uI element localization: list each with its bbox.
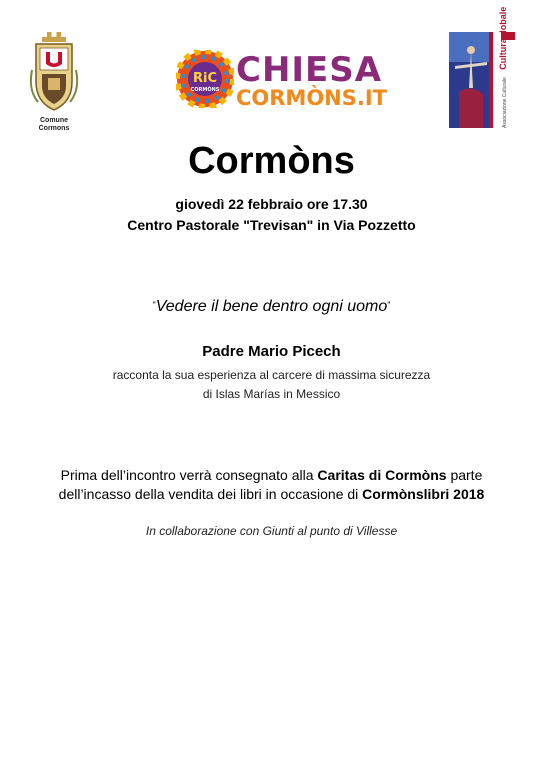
notice-line1: [0, 467, 543, 483]
event-venue: Centro Pastorale "Trevisan" in Via Pozzetto: [127, 217, 416, 233]
talk-title-text: Vedere il bene dentro ogni uomo: [155, 298, 388, 315]
ric-text: RiC: [192, 71, 218, 86]
event-date: giovedì 22 febbraio ore 17.30: [175, 196, 368, 212]
chiesa-cormons-logo: [176, 44, 387, 114]
notice-line2: [0, 486, 543, 502]
comune-label-line1: Comune: [40, 117, 68, 124]
notice-cormonslibri: Cormònslibri 2018: [362, 486, 485, 502]
cultura-name: Culturaglobale: [498, 6, 508, 70]
quote-open: ": [152, 300, 156, 310]
ric-badge-icon: [176, 50, 234, 108]
cultura-small-text: Associazione Culturale: [502, 77, 508, 128]
comune-cormons-logo: [28, 30, 80, 130]
culturaglobale-logo: [449, 6, 515, 128]
town-title: Cormòns: [188, 140, 355, 182]
collaboration-note: In collaborazione con Giunti al punto di Villesse: [145, 524, 398, 538]
notice-line1-text-a: Prima dell’incontro verrà consegnato alla: [60, 467, 318, 483]
talk-description-line1: racconta la sua esperienza al carcere di massima sicurezza: [112, 368, 431, 382]
comune-label-line2: Cormons: [38, 125, 70, 132]
quote-close: ": [387, 300, 391, 310]
talk-description-line2: di Islas Marías in Messico: [202, 387, 341, 401]
notice-line1-text-c: parte: [446, 467, 483, 483]
talk-title: [0, 298, 543, 316]
chiesa-site: CORMÒNS.IT: [236, 86, 387, 110]
crest-icon: [28, 30, 80, 112]
ric-sub-text: CORMÒNS: [190, 87, 220, 93]
speaker-name: Padre Mario Picech: [202, 343, 341, 360]
notice-caritas: Caritas di Cormòns: [317, 467, 447, 483]
notice-line2-text-a: dell’incasso della vendita dei libri in occasione di: [58, 486, 363, 502]
chiesa-title: CHIESA: [236, 50, 383, 90]
